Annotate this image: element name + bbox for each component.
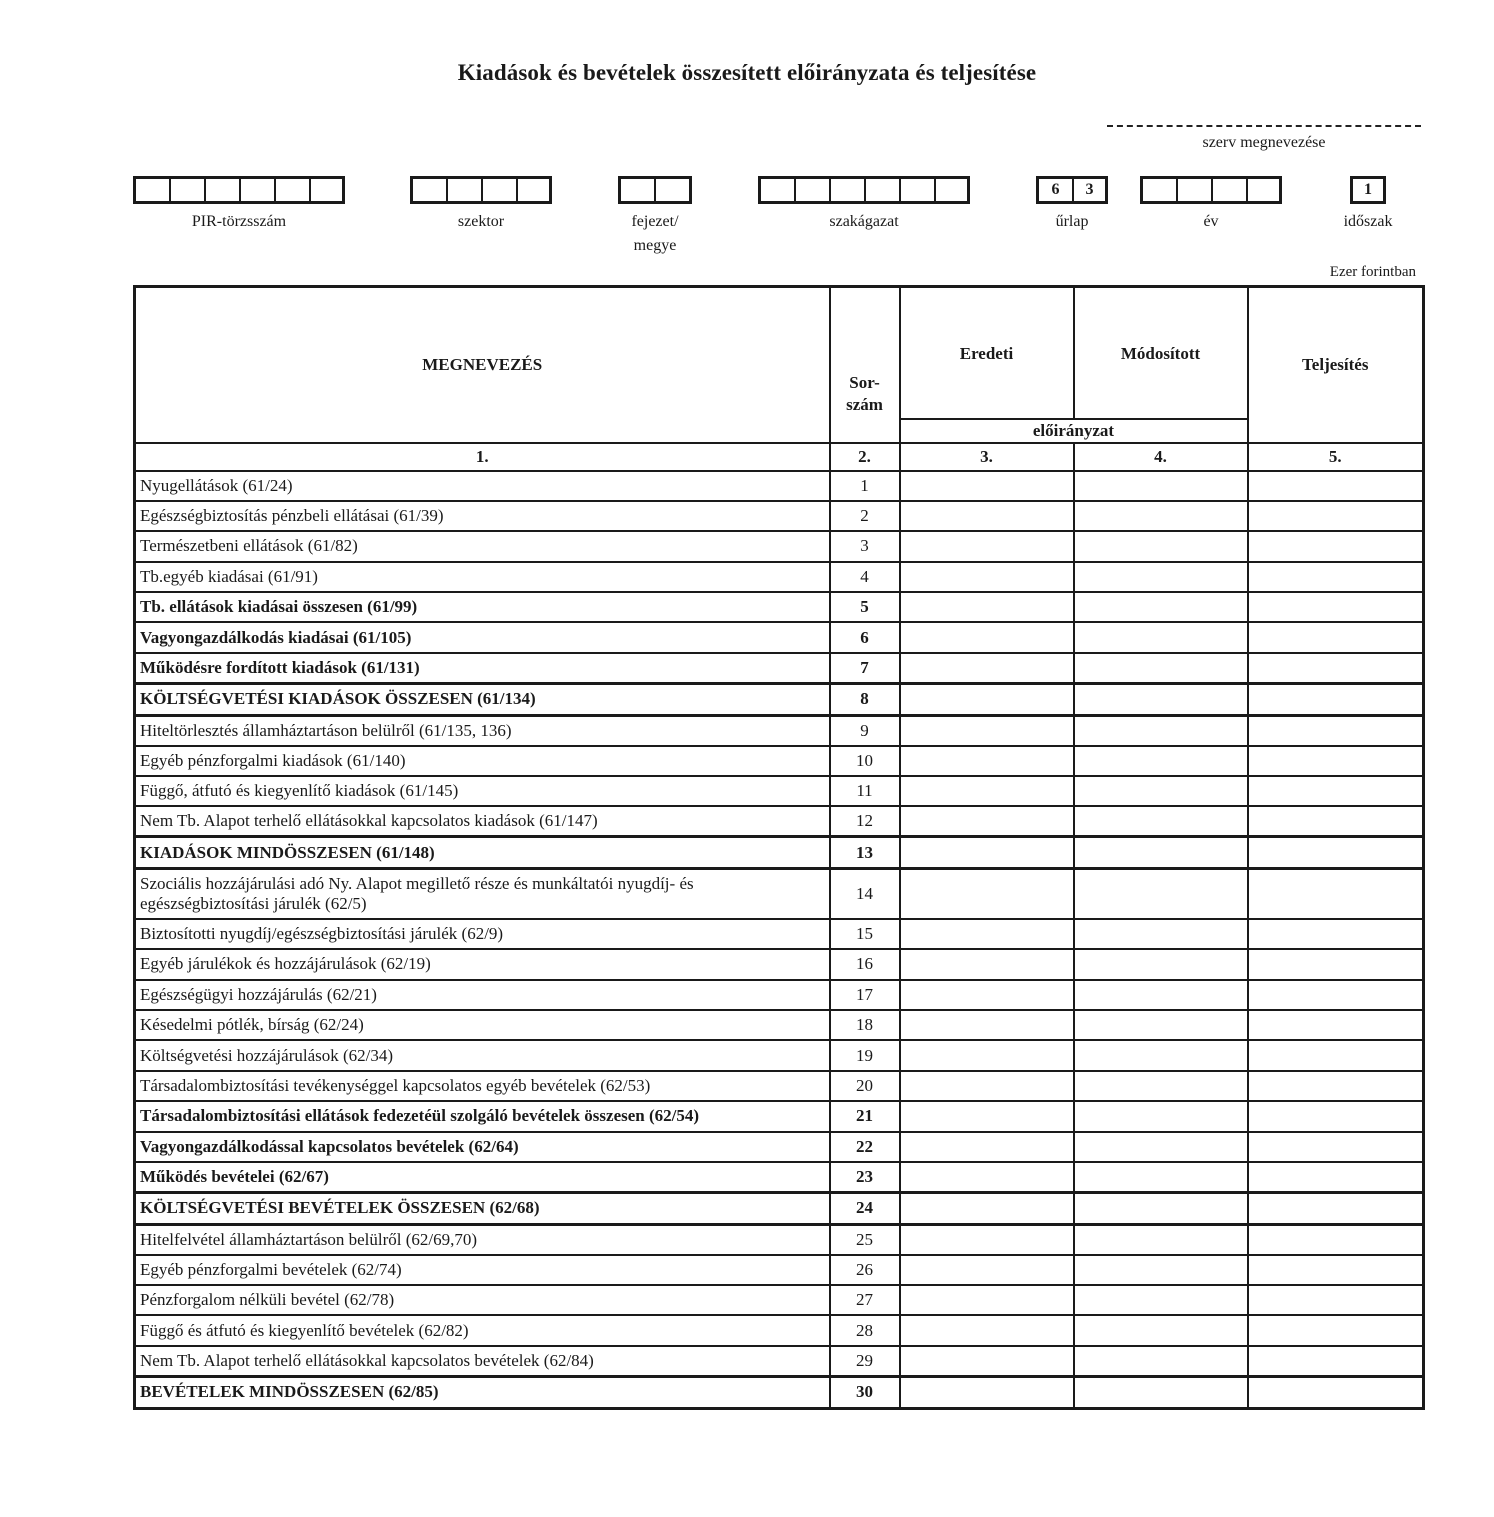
table-row xyxy=(135,1162,1424,1192)
table-row xyxy=(135,776,1424,806)
cell-teljesites[interactable] xyxy=(1248,592,1424,622)
szektor-label: szektor xyxy=(457,213,505,230)
table-row xyxy=(135,1071,1424,1101)
table-row xyxy=(135,562,1424,592)
cell-eredeti[interactable] xyxy=(900,919,1074,949)
header-megnevezes: MEGNEVEZÉS xyxy=(135,287,830,443)
cell-teljesites[interactable] xyxy=(1248,501,1424,531)
cell-teljesites[interactable] xyxy=(1248,531,1424,561)
row-number: 11 xyxy=(830,776,900,806)
row-number: 25 xyxy=(830,1224,900,1254)
cell-modositott[interactable] xyxy=(1074,1010,1248,1040)
row-name: Társadalombiztosítási ellátások fedezetéül szolgáló bevételek összesen (62/54) xyxy=(135,1101,830,1131)
table-row xyxy=(135,622,1424,652)
cell-eredeti[interactable] xyxy=(900,622,1074,652)
fejezet-code-field[interactable] xyxy=(618,176,692,204)
cell-eredeti[interactable] xyxy=(900,746,1074,776)
cell-teljesites[interactable] xyxy=(1248,683,1424,715)
unit-label: Ezer forintban xyxy=(1329,264,1416,280)
megye-label: megye xyxy=(633,237,677,254)
org-name-field[interactable] xyxy=(1107,125,1421,127)
cell-eredeti[interactable] xyxy=(900,1192,1074,1224)
colnum-1: 1. xyxy=(135,443,830,471)
cell-teljesites[interactable] xyxy=(1248,1010,1424,1040)
idoszak-code-field xyxy=(1350,176,1386,204)
header-eredeti: Eredeti xyxy=(900,287,1074,419)
cell-modositott[interactable] xyxy=(1074,1101,1248,1131)
table-row xyxy=(135,949,1424,979)
cell-eredeti[interactable] xyxy=(900,592,1074,622)
cell-modositott[interactable] xyxy=(1074,980,1248,1010)
cell-teljesites[interactable] xyxy=(1248,562,1424,592)
row-name: Egészségbiztosítás pénzbeli ellátásai (61/39) xyxy=(135,501,830,531)
cell-modositott[interactable] xyxy=(1074,1071,1248,1101)
cell-teljesites[interactable] xyxy=(1248,1101,1424,1131)
cell-teljesites[interactable] xyxy=(1248,806,1424,836)
table-row xyxy=(135,1132,1424,1162)
row-name: Egyéb járulékok és hozzájárulások (62/19) xyxy=(135,949,830,979)
cell-teljesites[interactable] xyxy=(1248,746,1424,776)
ev-code-field[interactable] xyxy=(1140,176,1282,204)
row-number: 12 xyxy=(830,806,900,836)
row-name: Költségvetési hozzájárulások (62/34) xyxy=(135,1040,830,1070)
cell-eredeti[interactable] xyxy=(900,1010,1074,1040)
cell-teljesites[interactable] xyxy=(1248,1255,1424,1285)
cell-teljesites[interactable] xyxy=(1248,1224,1424,1254)
colnum-5: 5. xyxy=(1248,443,1424,471)
header-sorszam-1: Sor- xyxy=(849,372,880,392)
table-row xyxy=(135,1101,1424,1131)
cell-teljesites[interactable] xyxy=(1248,1192,1424,1224)
cell-modositott[interactable] xyxy=(1074,1255,1248,1285)
row-name: Tb.egyéb kiadásai (61/91) xyxy=(135,562,830,592)
table-row xyxy=(135,592,1424,622)
row-number: 8 xyxy=(830,683,900,715)
row-name: Egészségügyi hozzájárulás (62/21) xyxy=(135,980,830,1010)
row-name: Szociális hozzájárulási adó Ny. Alapot megillető része és munkáltatói nyugdíj- és egészségbiztosítási járulék (62/5) xyxy=(135,869,830,919)
cell-modositott[interactable] xyxy=(1074,919,1248,949)
cell-teljesites[interactable] xyxy=(1248,980,1424,1010)
cell-modositott[interactable] xyxy=(1074,531,1248,561)
cell-teljesites[interactable] xyxy=(1248,715,1424,745)
cell-teljesites[interactable] xyxy=(1248,837,1424,869)
table-row xyxy=(135,1346,1424,1376)
row-name: Működés bevételei (62/67) xyxy=(135,1162,830,1192)
row-number: 7 xyxy=(830,653,900,683)
row-name: Tb. ellátások kiadásai összesen (61/99) xyxy=(135,592,830,622)
row-number: 10 xyxy=(830,746,900,776)
row-number: 30 xyxy=(830,1376,900,1408)
row-name: KÖLTSÉGVETÉSI BEVÉTELEK ÖSSZESEN (62/68) xyxy=(135,1192,830,1224)
table-row xyxy=(135,715,1424,745)
szakagazat-label: szakágazat xyxy=(829,213,899,230)
row-name: Függő, átfutó és kiegyenlítő kiadások (61/145) xyxy=(135,776,830,806)
cell-eredeti[interactable] xyxy=(900,949,1074,979)
cell-eredeti[interactable] xyxy=(900,1315,1074,1345)
cell-teljesites[interactable] xyxy=(1248,1071,1424,1101)
cell-teljesites[interactable] xyxy=(1248,776,1424,806)
cell-modositott[interactable] xyxy=(1074,869,1248,919)
cell-eredeti[interactable] xyxy=(900,1071,1074,1101)
cell-teljesites[interactable] xyxy=(1248,1376,1424,1408)
row-number: 2 xyxy=(830,501,900,531)
cell-eredeti[interactable] xyxy=(900,1376,1074,1408)
row-name: Biztosítotti nyugdíj/egészségbiztosítási járulék (62/9) xyxy=(135,919,830,949)
org-name-label: szerv megnevezése xyxy=(1202,134,1326,151)
cell-modositott[interactable] xyxy=(1074,806,1248,836)
cell-modositott[interactable] xyxy=(1074,683,1248,715)
row-name: Pénzforgalom nélküli bevétel (62/78) xyxy=(135,1285,830,1315)
ev-label: év xyxy=(1203,213,1219,230)
cell-modositott[interactable] xyxy=(1074,501,1248,531)
cell-eredeti[interactable] xyxy=(900,1255,1074,1285)
colnum-3: 3. xyxy=(900,443,1074,471)
row-number: 1 xyxy=(830,471,900,501)
table-row xyxy=(135,1192,1424,1224)
cell-teljesites[interactable] xyxy=(1248,1285,1424,1315)
cell-eredeti[interactable] xyxy=(900,837,1074,869)
table-row xyxy=(135,746,1424,776)
cell-eredeti[interactable] xyxy=(900,1285,1074,1315)
cell-modositott[interactable] xyxy=(1074,471,1248,501)
cell-eredeti[interactable] xyxy=(900,806,1074,836)
cell-modositott[interactable] xyxy=(1074,1192,1248,1224)
table-row xyxy=(135,1040,1424,1070)
cell-teljesites[interactable] xyxy=(1248,471,1424,501)
header-sorszam-2: szám xyxy=(846,394,883,414)
row-number: 18 xyxy=(830,1010,900,1040)
row-number: 28 xyxy=(830,1315,900,1345)
table-row xyxy=(135,837,1424,869)
fejezet-label: fejezet/ xyxy=(631,213,679,230)
row-number: 26 xyxy=(830,1255,900,1285)
cell-eredeti[interactable] xyxy=(900,715,1074,745)
cell-eredeti[interactable] xyxy=(900,501,1074,531)
row-number: 27 xyxy=(830,1285,900,1315)
urlap-label: űrlap xyxy=(1055,213,1089,230)
colnum-4: 4. xyxy=(1074,443,1248,471)
table-row xyxy=(135,1285,1424,1315)
row-number: 5 xyxy=(830,592,900,622)
row-number: 29 xyxy=(830,1346,900,1376)
cell-modositott[interactable] xyxy=(1074,1040,1248,1070)
cell-modositott[interactable] xyxy=(1074,776,1248,806)
row-name: Működésre fordított kiadások (61/131) xyxy=(135,653,830,683)
row-name: Hitelfelvétel államháztartáson belülről (62/69,70) xyxy=(135,1224,830,1254)
szakagazat-code-field[interactable] xyxy=(758,176,970,204)
cell-eredeti[interactable] xyxy=(900,1101,1074,1131)
budget-table xyxy=(133,285,1425,1410)
colnum-2: 2. xyxy=(830,443,900,471)
cell-teljesites[interactable] xyxy=(1248,1346,1424,1376)
cell-teljesites[interactable] xyxy=(1248,622,1424,652)
cell-eredeti[interactable] xyxy=(900,531,1074,561)
cell-modositott[interactable] xyxy=(1074,562,1248,592)
row-name: Nyugellátások (61/24) xyxy=(135,471,830,501)
cell-modositott[interactable] xyxy=(1074,1224,1248,1254)
cell-modositott[interactable] xyxy=(1074,1346,1248,1376)
cell-modositott[interactable] xyxy=(1074,837,1248,869)
cell-teljesites[interactable] xyxy=(1248,1315,1424,1345)
cell-eredeti[interactable] xyxy=(900,683,1074,715)
table-row xyxy=(135,980,1424,1010)
table-row xyxy=(135,1010,1424,1040)
row-number: 13 xyxy=(830,837,900,869)
szektor-code-field[interactable] xyxy=(410,176,552,204)
cell-eredeti[interactable] xyxy=(900,562,1074,592)
cell-modositott[interactable] xyxy=(1074,1132,1248,1162)
idoszak-label: időszak xyxy=(1343,213,1393,230)
cell-modositott[interactable] xyxy=(1074,1285,1248,1315)
table-row xyxy=(135,919,1424,949)
cell-modositott[interactable] xyxy=(1074,592,1248,622)
form-title: Kiadások és bevételek összesített előirányzata és teljesítése xyxy=(457,60,1037,85)
row-number: 19 xyxy=(830,1040,900,1070)
cell-modositott[interactable] xyxy=(1074,949,1248,979)
pir-code-field[interactable] xyxy=(133,176,345,204)
urlap-digit-1: 6 xyxy=(1039,179,1074,201)
idoszak-value: 1 xyxy=(1364,181,1372,198)
row-number: 22 xyxy=(830,1132,900,1162)
row-name: Vagyongazdálkodással kapcsolatos bevételek (62/64) xyxy=(135,1132,830,1162)
cell-modositott[interactable] xyxy=(1074,746,1248,776)
row-number: 24 xyxy=(830,1192,900,1224)
cell-teljesites[interactable] xyxy=(1248,869,1424,919)
table-row xyxy=(135,501,1424,531)
row-name: Függő és átfutó és kiegyenlítő bevételek (62/82) xyxy=(135,1315,830,1345)
row-number: 3 xyxy=(830,531,900,561)
cell-teljesites[interactable] xyxy=(1248,919,1424,949)
cell-teljesites[interactable] xyxy=(1248,1132,1424,1162)
cell-eredeti[interactable] xyxy=(900,1162,1074,1192)
row-number: 21 xyxy=(830,1101,900,1131)
cell-eredeti[interactable] xyxy=(900,1224,1074,1254)
cell-teljesites[interactable] xyxy=(1248,653,1424,683)
row-name: Nem Tb. Alapot terhelő ellátásokkal kapcsolatos bevételek (62/84) xyxy=(135,1346,830,1376)
table-row xyxy=(135,1255,1424,1285)
cell-modositott[interactable] xyxy=(1074,1315,1248,1345)
cell-teljesites[interactable] xyxy=(1248,1040,1424,1070)
header-modositott: Módosított xyxy=(1074,287,1248,419)
urlap-code-field xyxy=(1036,176,1108,204)
cell-eredeti[interactable] xyxy=(900,1132,1074,1162)
row-name: Egyéb pénzforgalmi bevételek (62/74) xyxy=(135,1255,830,1285)
row-number: 23 xyxy=(830,1162,900,1192)
header-sorszam xyxy=(830,287,900,443)
row-number: 6 xyxy=(830,622,900,652)
cell-eredeti[interactable] xyxy=(900,869,1074,919)
row-name: Egyéb pénzforgalmi kiadások (61/140) xyxy=(135,746,830,776)
row-name: Vagyongazdálkodás kiadásai (61/105) xyxy=(135,622,830,652)
table-row xyxy=(135,1224,1424,1254)
cell-modositott[interactable] xyxy=(1074,1162,1248,1192)
row-name: Társadalombiztosítási tevékenységgel kapcsolatos egyéb bevételek (62/53) xyxy=(135,1071,830,1101)
cell-modositott[interactable] xyxy=(1074,622,1248,652)
cell-teljesites[interactable] xyxy=(1248,949,1424,979)
cell-eredeti[interactable] xyxy=(900,776,1074,806)
table-row xyxy=(135,869,1424,919)
cell-modositott[interactable] xyxy=(1074,1376,1248,1408)
header-eloiranyzat: előirányzat xyxy=(900,419,1248,443)
cell-modositott[interactable] xyxy=(1074,653,1248,683)
row-number: 20 xyxy=(830,1071,900,1101)
row-number: 15 xyxy=(830,919,900,949)
table-row xyxy=(135,653,1424,683)
table-row xyxy=(135,683,1424,715)
cell-eredeti[interactable] xyxy=(900,980,1074,1010)
cell-modositott[interactable] xyxy=(1074,715,1248,745)
row-number: 16 xyxy=(830,949,900,979)
header-teljesites: Teljesítés xyxy=(1248,287,1424,443)
row-number: 17 xyxy=(830,980,900,1010)
cell-eredeti[interactable] xyxy=(900,653,1074,683)
table-row xyxy=(135,1315,1424,1345)
row-name: Késedelmi pótlék, bírság (62/24) xyxy=(135,1010,830,1040)
row-name: Természetbeni ellátások (61/82) xyxy=(135,531,830,561)
row-number: 4 xyxy=(830,562,900,592)
pir-label: PIR-törzsszám xyxy=(191,213,287,230)
cell-teljesites[interactable] xyxy=(1248,1162,1424,1192)
row-name: BEVÉTELEK MINDÖSSZESEN (62/85) xyxy=(135,1376,830,1408)
row-name: Hiteltörlesztés államháztartáson belülről (61/135, 136) xyxy=(135,715,830,745)
row-name: Nem Tb. Alapot terhelő ellátásokkal kapcsolatos kiadások (61/147) xyxy=(135,806,830,836)
row-number: 9 xyxy=(830,715,900,745)
table-row xyxy=(135,1376,1424,1408)
table-row xyxy=(135,531,1424,561)
table-row xyxy=(135,471,1424,501)
urlap-digit-2: 3 xyxy=(1085,181,1094,198)
cell-eredeti[interactable] xyxy=(900,471,1074,501)
table-row xyxy=(135,806,1424,836)
row-number: 14 xyxy=(830,869,900,919)
row-name: KÖLTSÉGVETÉSI KIADÁSOK ÖSSZESEN (61/134) xyxy=(135,683,830,715)
cell-eredeti[interactable] xyxy=(900,1040,1074,1070)
cell-eredeti[interactable] xyxy=(900,1346,1074,1376)
row-name: KIADÁSOK MINDÖSSZESEN (61/148) xyxy=(135,837,830,869)
